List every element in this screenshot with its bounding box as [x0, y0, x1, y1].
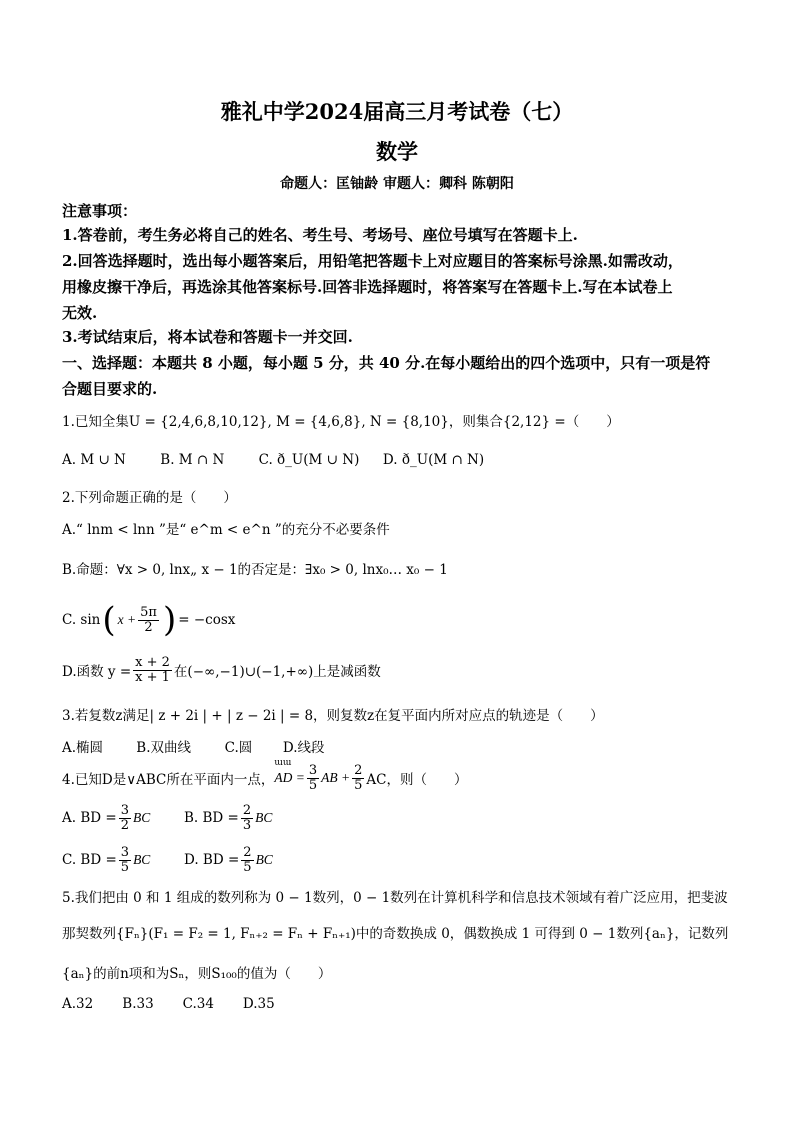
q1-option-b: B. M ∩ N — [160, 452, 225, 468]
q4-b-num: 2 — [242, 802, 252, 818]
q4-options-row1 — [62, 800, 272, 836]
q4-stem-frac1-den: 5 — [308, 777, 318, 793]
q2-c-prefix: C. sin — [62, 612, 101, 628]
q1-stem: 1.已知全集U = {2,4,6,8,10,12}, M = {4,6,8}, N = {8,10}，则集合{2,12} =（ ） — [62, 414, 620, 430]
q4-option-b — [184, 804, 272, 833]
q5-option-b: B.33 — [122, 996, 154, 1012]
q2-c-inner: x + — [117, 612, 137, 627]
q4-d-tail: BC — [255, 852, 273, 867]
q5-line-3: {aₙ}的前n项和为Sₙ，则S₁₀₀的值为（ ） — [62, 966, 332, 982]
q4-b-tail: BC — [255, 810, 273, 825]
q2-c-fraction — [138, 606, 159, 635]
note-line-4: 无效. — [62, 304, 98, 322]
q2-option-a: A.“ lnm < lnn ”是“ e^m < e^n ”的充分不必要条件 — [62, 522, 390, 538]
note-line-3: 用橡皮擦干净后，再选涂其他答案标号.回答非选择题时，将答案写在答题卡上.写在本试卷上 — [62, 278, 673, 296]
q4-c-label: C. BD = — [62, 852, 117, 868]
q2-d-den: x + 1 — [135, 669, 170, 685]
q4-stem-frac2 — [352, 764, 364, 793]
note-line-5: 3.考试结束后，将本试卷和答题卡一并交回. — [62, 328, 353, 346]
q2-c-num: 5π — [140, 604, 157, 620]
q4-c-num: 3 — [120, 844, 130, 860]
q2-option-d — [62, 650, 381, 690]
q4-stem — [62, 758, 467, 798]
q3-option-c: C.圆 — [224, 740, 253, 756]
q4-d-frac — [241, 846, 253, 875]
q2-stem: 2.下列命题正确的是（ ） — [62, 490, 237, 506]
q4-a-frac — [119, 804, 131, 833]
q3-stem: 3.若复数z满足| z + 2i | + | z − 2i | = 8，则复数z在复平面内所对应点的轨迹是（ ） — [62, 708, 604, 724]
q2-c-den: 2 — [144, 619, 153, 635]
q3-option-d: D.线段 — [282, 740, 325, 756]
q3-option-b: B.双曲线 — [136, 740, 192, 756]
q4-c-tail: BC — [133, 852, 151, 867]
q4-a-tail: BC — [132, 810, 151, 825]
q2-d-num: x + 2 — [135, 654, 170, 670]
q5-option-a: A.32 — [62, 996, 94, 1012]
q4-d-den: 5 — [243, 859, 252, 875]
q4-d-num: 2 — [243, 844, 252, 860]
q2-c-suffix: = −cosx — [178, 612, 236, 628]
q1-option-d: D. ð_U(M ∩ N) — [382, 452, 485, 468]
q1-option-a: A. M ∪ N — [62, 452, 126, 468]
q4-stem-frac2-num: 2 — [354, 762, 363, 778]
q4-d-label: D. BD = — [184, 852, 240, 868]
q3-options — [62, 736, 325, 756]
q4-vector-ad — [274, 758, 305, 786]
q1-option-c: C. ð_U(M ∪ N) — [258, 452, 360, 468]
q4-options-row2 — [62, 842, 273, 878]
q4-a-den: 2 — [120, 817, 129, 833]
q4-vector-text: AD = — [274, 770, 305, 785]
q3-option-a: A.椭圆 — [62, 740, 104, 756]
q5-options — [62, 996, 275, 1012]
notes-heading: 注意事项： — [62, 202, 138, 220]
q4-b-frac — [241, 804, 253, 833]
q4-stem-frac2-den: 5 — [354, 777, 363, 793]
q2-d-suffix: 在(−∞,−1)∪(−1,+∞)上是减函数 — [173, 664, 381, 680]
q5-line-2: 那契数列{Fₙ}(F₁ = F₂ = 1, Fₙ₊₂ = Fₙ + Fₙ₊₁)中的奇数换成 0，偶数换成 1 可得到 0 − 1数列{aₙ}，记数列 — [62, 926, 729, 942]
note-line-1: 1.答卷前，考生务必将自己的姓名、考生号、考场号、座位号填写在答题卡上. — [62, 226, 578, 244]
q4-a-label: A. BD = — [62, 810, 117, 826]
q2-option-b: B.命题：∀x > 0, lnx„ x − 1的否定是：∃x₀ > 0, lnx₀… x₀ − 1 — [62, 562, 448, 578]
q4-option-d — [184, 846, 273, 875]
q4-a-num: 3 — [120, 802, 129, 818]
q5-option-d: D.35 — [242, 996, 275, 1012]
q4-stem-frac1-num: 3 — [308, 762, 318, 778]
authors-line: 命题人：匡铀龄 审题人：卿科 陈朝阳 — [280, 176, 514, 192]
q2-option-c — [62, 600, 235, 640]
q2-c-paren-right: ) — [162, 600, 177, 640]
q4-stem-mid: AB + — [321, 770, 351, 785]
exam-title: 雅礼中学2024届高三月考试卷（七） — [220, 99, 574, 124]
q4-stem-prefix: 4.已知D是∨ABC所在平面内一点， — [62, 772, 275, 788]
q2-d-prefix: D.函数 y = — [62, 664, 132, 680]
q4-vector-arrow: ɯɯ — [274, 758, 292, 768]
note-line-2: 2.回答选择题时，选出每小题答案后，用铅笔把答题卡上对应题目的答案标号涂黑.如需改动， — [62, 252, 683, 270]
q4-stem-suffix: AC，则（ ） — [366, 772, 468, 788]
q4-c-frac — [119, 846, 131, 875]
section-heading-1: 一、选择题：本题共 8 小题，每小题 5 分，共 40 分.在每小题给出的四个选项中，只有一项是符 — [62, 354, 711, 372]
q2-d-fraction — [133, 656, 172, 685]
q4-option-a — [62, 804, 184, 833]
q4-option-c — [62, 846, 184, 875]
q4-b-label: B. BD = — [184, 810, 239, 826]
q5-line-1: 5.我们把由 0 和 1 组成的数列称为 0 − 1数列，0 − 1数列在计算机科学和信息技术领域有着广泛应用，把斐波 — [62, 890, 728, 906]
q4-stem-frac1 — [307, 764, 319, 793]
subject-title: 数学 — [376, 139, 418, 164]
q5-option-c: C.34 — [182, 996, 214, 1012]
section-heading-2: 合题目要求的. — [62, 380, 158, 398]
q4-b-den: 3 — [242, 817, 252, 833]
q2-c-paren-left: ( — [102, 600, 116, 640]
q1-options — [62, 452, 484, 468]
q4-c-den: 5 — [120, 859, 130, 875]
